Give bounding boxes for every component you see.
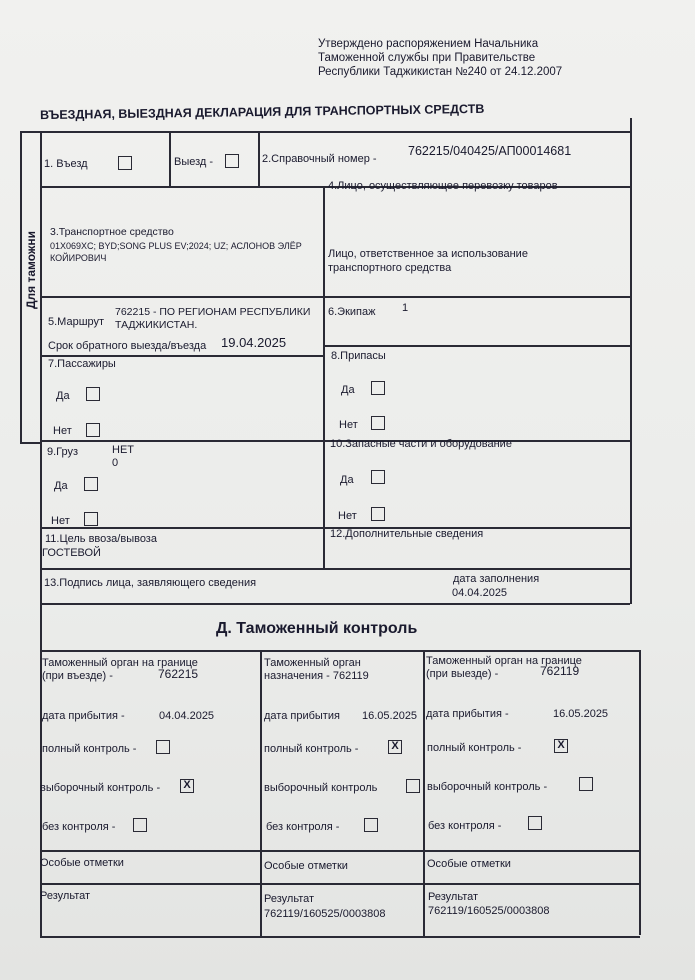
col3-result-value: 762119/160525/0003808 — [428, 905, 550, 917]
col1-arrival-date: 04.04.2025 — [159, 710, 215, 722]
col3-arrival-label: дата прибытия - — [426, 708, 509, 720]
col2-result-value: 762119/160525/0003808 — [264, 908, 386, 920]
return-deadline-label: Срок обратного выезда/въезда — [48, 340, 207, 352]
col3-no-control-checkbox[interactable] — [528, 816, 542, 830]
purpose-value: ГОСТЕВОЙ — [42, 547, 101, 559]
col2-full-control-checkbox[interactable]: X — [388, 740, 402, 754]
passengers-no-label: Нет — [53, 425, 72, 437]
cargo-no-label: Нет — [51, 515, 70, 527]
col2-selective-control-checkbox[interactable] — [406, 779, 420, 793]
customs-row-bottom — [40, 936, 640, 938]
field-4-sub-2: транспортного средства — [328, 262, 452, 274]
row-sep-7 — [40, 603, 630, 605]
cargo-yes-checkbox[interactable] — [84, 477, 98, 491]
cargo-value-1: НЕТ — [112, 444, 134, 456]
col2-header-2: назначения - 762119 — [264, 670, 369, 682]
col3-selective-control-checkbox[interactable] — [579, 777, 593, 791]
fill-date-value: 04.04.2025 — [452, 587, 508, 599]
return-deadline-date: 19.04.2025 — [221, 335, 287, 350]
col2-header-1: Таможенный орган — [264, 657, 361, 669]
spares-no-checkbox[interactable] — [371, 507, 385, 521]
supplies-no-label: Нет — [339, 419, 358, 431]
col1-header-2: (при въезде) - — [42, 670, 113, 682]
passengers-yes-label: Да — [56, 390, 70, 402]
col-sep-mid — [323, 186, 325, 568]
fill-date-label: дата заполнения — [453, 573, 540, 585]
col1-result-label: Результат — [40, 890, 91, 902]
row-sep-3l — [40, 355, 325, 357]
col1-code: 762215 — [158, 667, 199, 681]
col3-arrival-date: 16.05.2025 — [553, 708, 609, 720]
col2-arrival-label: дата прибытия — [264, 710, 340, 722]
customs-control-title: Д. Таможенный контроль — [216, 620, 418, 637]
col1-arrival-label: дата прибытия - — [42, 710, 125, 722]
vehicle-details-line-1: 01X069XC; BYD;SONG PLUS EV;2024; UZ; АСЛОНОВ ЭЛЁР — [50, 241, 302, 251]
col3-header-1: Таможенный орган на границе — [426, 655, 582, 667]
route-line-2: ТАДЖИКИСТАН. — [115, 319, 198, 331]
col3-full-control-checkbox[interactable]: X — [554, 739, 568, 753]
approval-line-1: Утверждено распоряжением Начальника — [318, 38, 539, 50]
row-sep-2 — [40, 296, 630, 298]
reference-number: 762215/040425/АП00014681 — [408, 144, 572, 158]
frame-right-upper — [630, 118, 632, 604]
customs-row-result — [40, 883, 640, 885]
passengers-yes-checkbox[interactable] — [86, 387, 100, 401]
cargo-value-2: 0 — [112, 457, 119, 469]
col1-header-1: Таможенный орган на границе — [42, 657, 198, 669]
side-border-bottom — [20, 442, 42, 444]
form-title: ВЪЕЗДНАЯ, ВЫЕЗДНАЯ ДЕКЛАРАЦИЯ ДЛЯ ТРАНСПОРТНЫХ СРЕДСТВ — [39, 101, 485, 123]
spares-no-label: Нет — [338, 510, 357, 522]
col3-special-marks: Особые отметки — [427, 858, 511, 870]
col2-no-control-checkbox[interactable] — [364, 818, 378, 832]
frame-right-lower — [639, 650, 641, 935]
col3-header-2: (при выезде) - — [426, 668, 499, 680]
col1-no-control-checkbox[interactable] — [133, 818, 147, 832]
col3-no-control-label: без контроля - — [428, 820, 502, 832]
vehicle-details-line-2: КОЙИРОВИЧ — [50, 253, 107, 263]
col2-arrival-date: 16.05.2025 — [362, 710, 418, 722]
entry-checkbox[interactable] — [118, 156, 132, 170]
field-9-label: 9.Груз — [47, 446, 79, 458]
col2-selective-control-label: выборочный контроль — [264, 782, 378, 794]
field-11-label: 11.Цель ввоза/вывоза — [45, 533, 157, 545]
col-sep-a — [169, 131, 171, 186]
field-3-label: 3.Транспортное средство — [50, 226, 174, 238]
col2-no-control-label: без контроля - — [266, 821, 340, 833]
frame-top — [20, 131, 632, 133]
col1-full-control-label: полный контроль - — [42, 743, 137, 755]
customs-row-marks — [40, 850, 640, 852]
col1-no-control-label: без контроля - — [42, 821, 116, 833]
field-5-label: 5.Маршрут — [48, 316, 105, 328]
field-12-label: 12.Дополнительные сведения — [330, 528, 484, 540]
route-line-1: 762215 - ПО РЕГИОНАМ РЕСПУБЛИКИ — [115, 306, 311, 318]
col2-full-control-label: полный контроль - — [264, 743, 359, 755]
frame-left — [40, 131, 42, 938]
customs-col-sep-2 — [423, 650, 425, 938]
col1-full-control-checkbox[interactable] — [156, 740, 170, 754]
col2-result-label: Результат — [264, 893, 315, 905]
col3-selective-control-label: выборочный контроль - — [427, 781, 548, 793]
field-1-entry-label: 1. Въезд — [44, 158, 88, 170]
row-sep-3r — [325, 345, 630, 347]
cargo-yes-label: Да — [54, 480, 68, 492]
field-8-label: 8.Припасы — [331, 350, 386, 362]
spares-yes-label: Да — [340, 474, 354, 486]
crew-count: 1 — [402, 302, 409, 314]
field-4-label: 4.Лицо, осуществляющее перевозку товаров — [328, 180, 558, 192]
col3-result-label: Результат — [428, 891, 479, 903]
side-label: Для таможни — [24, 230, 38, 310]
supplies-no-checkbox[interactable] — [371, 416, 385, 430]
customs-row-top — [40, 650, 640, 652]
col2-special-marks: Особые отметки — [264, 860, 348, 872]
cargo-no-checkbox[interactable] — [84, 512, 98, 526]
field-6-label: 6.Экипаж — [328, 306, 376, 318]
field-1-exit-label: Выезд - — [174, 156, 214, 168]
passengers-no-checkbox[interactable] — [86, 423, 100, 437]
field-7-label: 7.Пассажиры — [48, 358, 116, 370]
col1-selective-control-checkbox[interactable]: X — [180, 779, 194, 793]
supplies-yes-label: Да — [341, 384, 355, 396]
col3-code: 762119 — [540, 664, 580, 678]
col1-special-marks: Особые отметки — [40, 857, 124, 869]
col-sep-b — [258, 131, 260, 186]
field-4-sub-1: Лицо, ответственное за использование — [328, 248, 528, 260]
field-2-label: 2.Справочный номер - — [262, 153, 377, 165]
col1-selective-control-label: выборочный контроль - — [40, 782, 161, 794]
field-13-label: 13.Подпись лица, заявляющего сведения — [44, 577, 257, 589]
supplies-yes-checkbox[interactable] — [371, 381, 385, 395]
field-10-label: 10.Запасные части и оборудование — [330, 438, 512, 450]
row-sep-6 — [40, 568, 630, 570]
spares-yes-checkbox[interactable] — [371, 470, 385, 484]
col3-full-control-label: полный контроль - — [427, 742, 522, 754]
customs-col-sep-1 — [260, 652, 262, 938]
exit-checkbox[interactable] — [225, 154, 239, 168]
approval-line-2: Таможенной службы при Правительстве — [318, 52, 536, 64]
approval-line-3: Республики Таджикистан №240 от 24.12.2007 — [318, 66, 563, 78]
